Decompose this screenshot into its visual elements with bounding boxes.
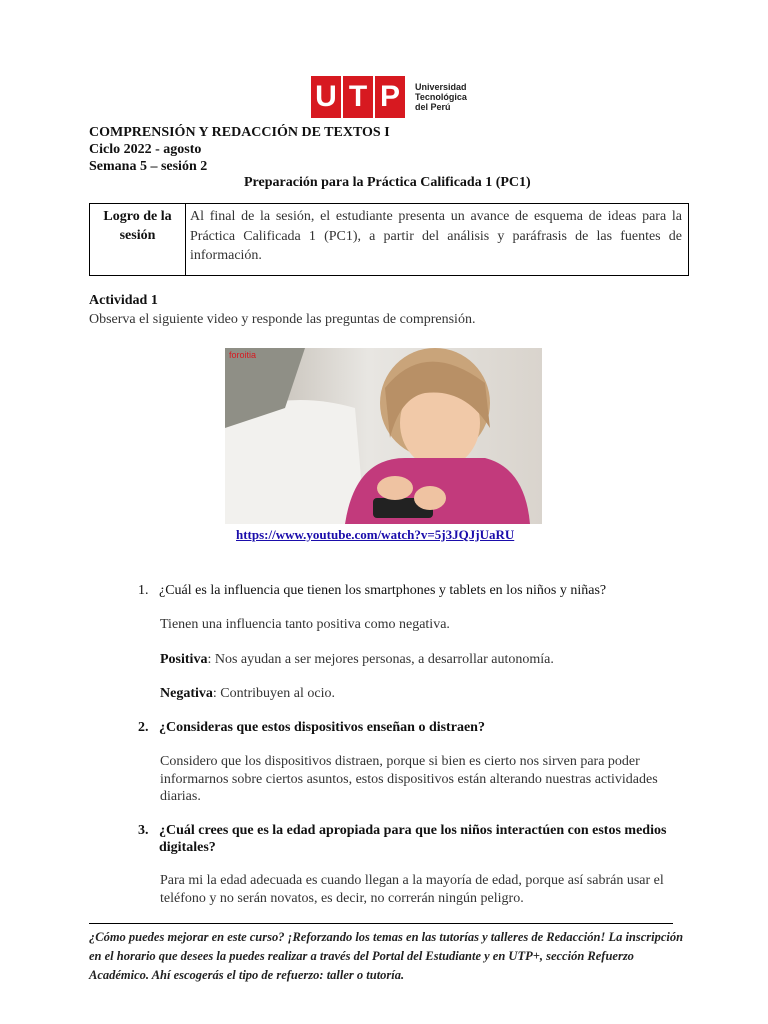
answer-2: Considero que los dispositivos distraen, porque si bien es cierto nos sirven para poder informarnos sobre ciertos asuntos, estos dispositivos están alterando nuestras actividades diarias. xyxy=(160,754,658,804)
document-title: Preparación para la Práctica Calificada 1 (PC1) xyxy=(244,175,531,190)
logro-label: Logro de la sesión xyxy=(90,204,186,275)
question-2-number: 2. xyxy=(138,720,149,735)
logro-table xyxy=(89,203,689,276)
question-2-text: ¿Consideras que estos dispositivos enseñan o distraen? xyxy=(159,720,485,735)
video-link[interactable]: https://www.youtube.com/watch?v=5j3JQJjUaRU xyxy=(236,527,515,542)
activity-description: Observa el siguiente video y responde las preguntas de comprensión. xyxy=(89,312,476,327)
activity-title: Actividad 1 xyxy=(89,293,158,308)
logo-letter-t: T xyxy=(343,76,373,118)
logo-letter-p: P xyxy=(375,76,405,118)
question-3 xyxy=(138,822,678,856)
question-2 xyxy=(138,719,485,736)
logo-letter-u: U xyxy=(311,76,341,118)
question-3-number: 3. xyxy=(138,823,149,838)
week-session: Semana 5 – sesión 2 xyxy=(89,159,208,174)
utp-logo xyxy=(311,76,467,118)
cycle: Ciclo 2022 - agosto xyxy=(89,142,202,157)
question-1-text: ¿Cuál es la influencia que tienen los smartphones y tablets en los niños y niñas? xyxy=(159,583,607,598)
answer-1-negative xyxy=(160,685,670,703)
footer-divider xyxy=(89,923,673,924)
logo-line-2: Tecnológica xyxy=(415,92,467,102)
logo-line-3: del Perú xyxy=(415,102,451,112)
logo-line-1: Universidad xyxy=(415,82,467,92)
positive-label: Positiva xyxy=(160,652,208,667)
answer-1: Tienen una influencia tanto positiva como negativa. xyxy=(160,617,450,632)
question-1-number: 1. xyxy=(138,583,149,598)
negative-text: : Contribuyen al ocio. xyxy=(212,686,335,701)
question-3-text: ¿Cuál crees que es la edad apropiada para que los niños interactúen con estos medios digitales? xyxy=(159,823,667,855)
utp-logo-mark xyxy=(311,76,407,118)
answer-1-positive xyxy=(160,651,670,669)
utp-logo-text xyxy=(415,82,467,112)
answer-3: Para mi la edad adecuada es cuando llegan a la mayoría de edad, porque así sabrán usar el teléfono y no serán novatos, es decir, no correrán ningún peligro. xyxy=(160,873,664,906)
course-name: COMPRENSIÓN Y REDACCIÓN DE TEXTOS I xyxy=(89,125,390,140)
video-thumbnail[interactable] xyxy=(225,348,542,524)
video-thumbnail-image xyxy=(225,348,542,524)
logro-text: Al final de la sesión, el estudiante presenta un avance de esquema de ideas para la Práctica Calificada 1 (PC1), a partir del análisis y paráfrasis de las fuentes de información. xyxy=(190,209,682,263)
svg-text:foroitia: foroitia xyxy=(229,350,257,360)
negative-label: Negativa xyxy=(160,686,213,701)
positive-text: : Nos ayudan a ser mejores personas, a desarrollar autonomía. xyxy=(207,652,554,667)
footer-note: ¿Cómo puedes mejorar en este curso? ¡Reforzando los temas en las tutorías y talleres de Redacción! La inscripción en el horario que desees la puedes realizar a través del Portal del Estudiante y en UTP+, sección Refuerzo Académico. Ahí escogerás el tipo de refuerzo: taller o tutoría. xyxy=(89,930,684,982)
question-1 xyxy=(138,582,606,599)
